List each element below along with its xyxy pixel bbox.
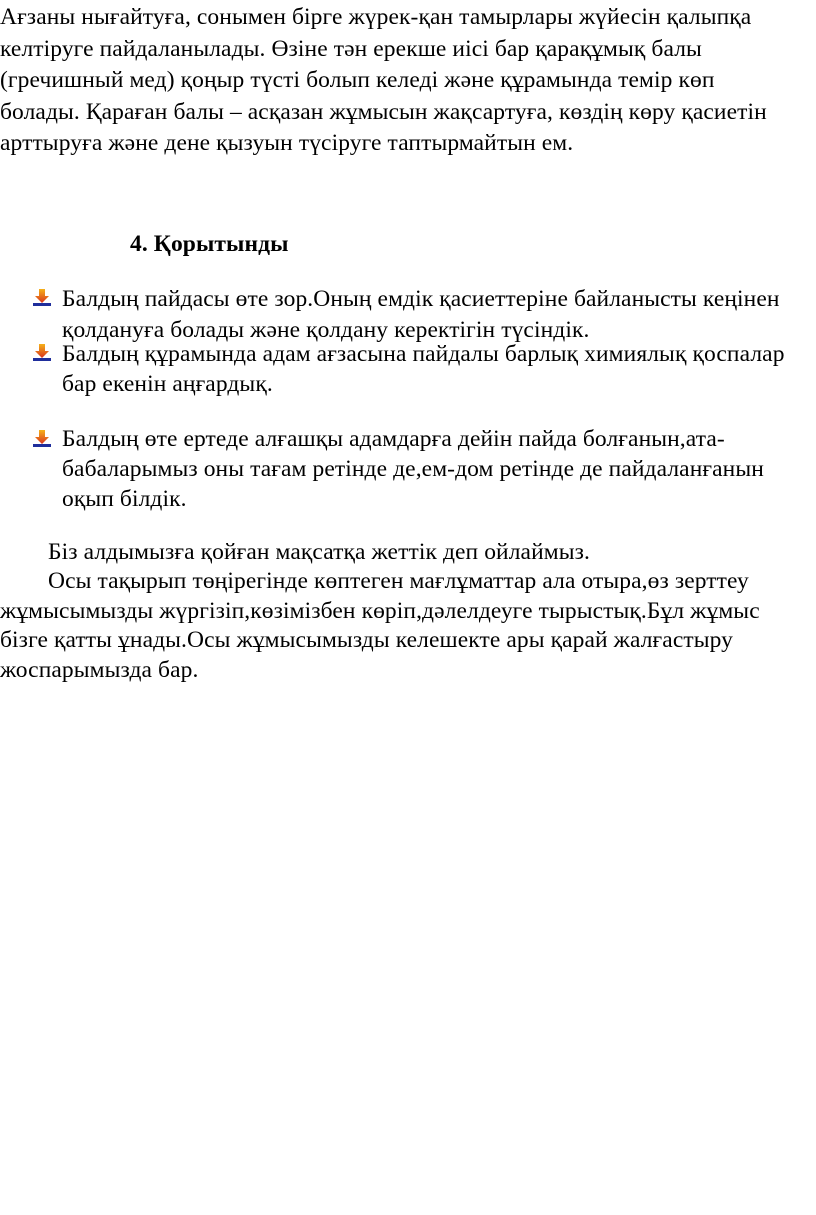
list-item-text: оқып білдік.: [62, 486, 187, 512]
section-heading: 4. Қорытынды: [130, 231, 289, 257]
intro-line: Ағзаны нығайтуға, сонымен бірге жүрек-қан тамырлары жүйесін қалыпқа: [0, 4, 752, 30]
conclusion-line: жұмысымызды жүргізіп,көзімізбен көріп,дәлелдеуге тырыстық.Бұл жұмыс: [0, 598, 760, 624]
list-item-text: Балдың пайдасы өте зор.Оның емдік қасиеттеріне байланысты кеңінен: [62, 286, 780, 312]
conclusion-line: жоспарымызда бар.: [0, 657, 199, 683]
conclusion-line: бізге қатты ұнады.Осы жұмысымызды келешекте ары қарай жалғастыру: [0, 627, 733, 653]
list-item-text: Балдың құрамында адам ағзасына пайдалы барлық химиялық қоспалар: [62, 341, 785, 367]
intro-line: келтіруге пайдаланылады. Өзіне тән ерекше иісі бар қарақұмық балы: [0, 36, 702, 62]
down-arrow-bullet-icon: [32, 288, 52, 308]
list-item-text: Балдың өте ертеде алғашқы адамдарға дейін пайда болғанын,ата-: [62, 426, 725, 452]
list-item-text: қолдануға болады және қолдану керектігін түсіндік.: [62, 317, 590, 343]
conclusion-line: Осы тақырып төңірегінде көптеген мағлұматтар ала отыра,өз зерттеу: [48, 568, 749, 594]
down-arrow-bullet-icon: [32, 429, 52, 449]
intro-line: (гречишный мед) қоңыр түсті болып келеді және құрамында темір көп: [0, 67, 715, 93]
list-item-text: бабаларымыз оны тағам ретінде де,ем-дом ретінде де пайдаланғанын: [62, 456, 764, 482]
list-item-text: бар екенін аңғардық.: [62, 371, 273, 397]
down-arrow-bullet-icon: [32, 343, 52, 363]
intro-line: арттыруға және дене қызуын түсіруге таптырмайтын ем.: [0, 130, 574, 156]
conclusion-line: Біз алдымызға қойған мақсатқа жеттік деп ойлаймыз.: [48, 539, 590, 565]
intro-line: болады. Қараған балы – асқазан жұмысын жақсартуға, көздің көру қасиетін: [0, 99, 767, 125]
